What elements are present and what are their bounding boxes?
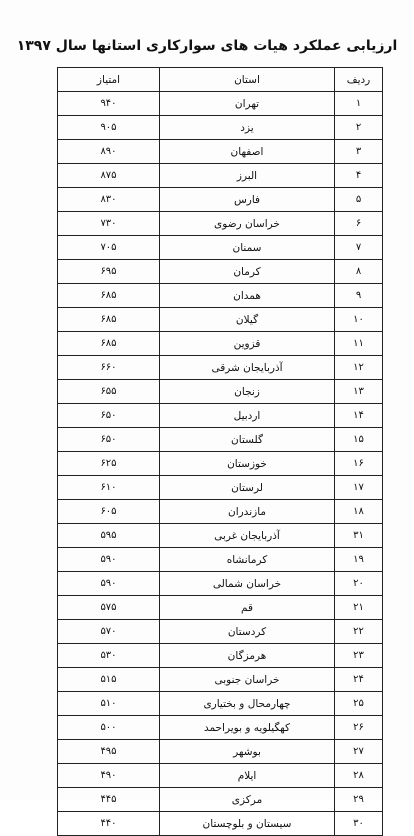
score-cell: ۶۲۵ (58, 452, 160, 476)
table-row (58, 116, 383, 140)
province-cell: اصفهان (160, 140, 335, 164)
table-row (58, 812, 383, 836)
row-number-cell: ۱۹ (335, 548, 383, 572)
score-cell: ۸۹۰ (58, 140, 160, 164)
table-row (58, 236, 383, 260)
table-row (58, 188, 383, 212)
row-number-cell: ۲۴ (335, 668, 383, 692)
province-cell: گلستان (160, 428, 335, 452)
score-cell: ۶۶۰ (58, 356, 160, 380)
table-row (58, 740, 383, 764)
province-cell: کرمانشاه (160, 548, 335, 572)
score-cell: ۸۳۰ (58, 188, 160, 212)
score-cell: ۹۴۰ (58, 92, 160, 116)
province-cell: خراسان رضوی (160, 212, 335, 236)
row-number-cell: ۲۵ (335, 692, 383, 716)
score-cell: ۶۵۰ (58, 404, 160, 428)
row-number-cell: ۱۵ (335, 428, 383, 452)
province-cell: همدان (160, 284, 335, 308)
header-score: امتیاز (58, 68, 160, 92)
table-row (58, 356, 383, 380)
row-number-cell: ۲۸ (335, 764, 383, 788)
table-row (58, 548, 383, 572)
score-cell: ۵۷۵ (58, 596, 160, 620)
score-cell: ۶۹۵ (58, 260, 160, 284)
table-row (58, 764, 383, 788)
row-number-cell: ۱۲ (335, 356, 383, 380)
row-number-cell: ۱۸ (335, 500, 383, 524)
table-row (58, 692, 383, 716)
table-body (58, 92, 383, 836)
province-cell: سیستان و بلوچستان (160, 812, 335, 836)
score-cell: ۵۹۰ (58, 548, 160, 572)
province-cell: اردبیل (160, 404, 335, 428)
table-row (58, 476, 383, 500)
province-cell: قزوین (160, 332, 335, 356)
score-cell: ۵۷۰ (58, 620, 160, 644)
province-cell: چهارمحال و بختیاری (160, 692, 335, 716)
table-row (58, 284, 383, 308)
table-row (58, 308, 383, 332)
row-number-cell: ۲۷ (335, 740, 383, 764)
province-cell: کهگیلویه و بویراحمد (160, 716, 335, 740)
province-cell: آذربایجان غربی (160, 524, 335, 548)
row-number-cell: ۴ (335, 164, 383, 188)
table-row (58, 644, 383, 668)
province-cell: خراسان جنوبی (160, 668, 335, 692)
score-cell: ۶۸۵ (58, 308, 160, 332)
score-cell: ۵۹۵ (58, 524, 160, 548)
score-cell: ۴۹۵ (58, 740, 160, 764)
table-row (58, 92, 383, 116)
row-number-cell: ۳۰ (335, 812, 383, 836)
province-cell: یزد (160, 116, 335, 140)
row-number-cell: ۱۰ (335, 308, 383, 332)
row-number-cell: ۲۰ (335, 572, 383, 596)
score-cell: ۴۴۵ (58, 788, 160, 812)
table-row (58, 212, 383, 236)
table-row (58, 404, 383, 428)
row-number-cell: ۹ (335, 284, 383, 308)
province-cell: زنجان (160, 380, 335, 404)
province-cell: ایلام (160, 764, 335, 788)
table-row (58, 668, 383, 692)
header-row-number: ردیف (335, 68, 383, 92)
score-cell: ۵۹۰ (58, 572, 160, 596)
province-cell: آذربایجان شرقی (160, 356, 335, 380)
province-cell: مازندران (160, 500, 335, 524)
province-cell: خراسان شمالی (160, 572, 335, 596)
row-number-cell: ۱ (335, 92, 383, 116)
score-cell: ۶۵۰ (58, 428, 160, 452)
row-number-cell: ۸ (335, 260, 383, 284)
score-cell: ۵۳۰ (58, 644, 160, 668)
row-number-cell: ۱۶ (335, 452, 383, 476)
table-row (58, 524, 383, 548)
province-cell: مرکزی (160, 788, 335, 812)
table-row (58, 452, 383, 476)
page-title: ارزیابی عملکرد هیات های سوارکاری استانها سال ۱۳۹۷ (16, 38, 398, 54)
province-cell: لرستان (160, 476, 335, 500)
table-row (58, 332, 383, 356)
row-number-cell: ۷ (335, 236, 383, 260)
table-row (58, 620, 383, 644)
score-cell: ۸۷۵ (58, 164, 160, 188)
ranking-table (57, 67, 383, 836)
row-number-cell: ۱۷ (335, 476, 383, 500)
table-row (58, 596, 383, 620)
row-number-cell: ۲۲ (335, 620, 383, 644)
row-number-cell: ۱۳ (335, 380, 383, 404)
table-row (58, 500, 383, 524)
header-province: استان (160, 68, 335, 92)
score-cell: ۵۱۰ (58, 692, 160, 716)
row-number-cell: ۳۱ (335, 524, 383, 548)
row-number-cell: ۲۹ (335, 788, 383, 812)
row-number-cell: ۲۱ (335, 596, 383, 620)
province-cell: قم (160, 596, 335, 620)
province-cell: خوزستان (160, 452, 335, 476)
row-number-cell: ۲۳ (335, 644, 383, 668)
score-cell: ۷۰۵ (58, 236, 160, 260)
table-row (58, 380, 383, 404)
score-cell: ۵۱۵ (58, 668, 160, 692)
score-cell: ۶۸۵ (58, 332, 160, 356)
score-cell: ۶۱۰ (58, 476, 160, 500)
row-number-cell: ۲ (335, 116, 383, 140)
score-cell: ۴۴۰ (58, 812, 160, 836)
table-row (58, 572, 383, 596)
province-cell: کردستان (160, 620, 335, 644)
table-row (58, 140, 383, 164)
province-cell: هرمزگان (160, 644, 335, 668)
row-number-cell: ۵ (335, 188, 383, 212)
table-row (58, 428, 383, 452)
province-cell: سمنان (160, 236, 335, 260)
score-cell: ۶۰۵ (58, 500, 160, 524)
row-number-cell: ۳ (335, 140, 383, 164)
table-row (58, 164, 383, 188)
table-row (58, 260, 383, 284)
score-cell: ۴۹۰ (58, 764, 160, 788)
table-row (58, 716, 383, 740)
province-cell: کرمان (160, 260, 335, 284)
row-number-cell: ۱۱ (335, 332, 383, 356)
province-cell: تهران (160, 92, 335, 116)
row-number-cell: ۲۶ (335, 716, 383, 740)
province-cell: گیلان (160, 308, 335, 332)
province-cell: فارس (160, 188, 335, 212)
province-cell: البرز (160, 164, 335, 188)
row-number-cell: ۱۴ (335, 404, 383, 428)
row-number-cell: ۶ (335, 212, 383, 236)
score-cell: ۹۰۵ (58, 116, 160, 140)
province-cell: بوشهر (160, 740, 335, 764)
score-cell: ۷۳۰ (58, 212, 160, 236)
table-header-row (58, 68, 383, 92)
score-cell: ۶۸۵ (58, 284, 160, 308)
score-cell: ۶۵۵ (58, 380, 160, 404)
score-cell: ۵۰۰ (58, 716, 160, 740)
